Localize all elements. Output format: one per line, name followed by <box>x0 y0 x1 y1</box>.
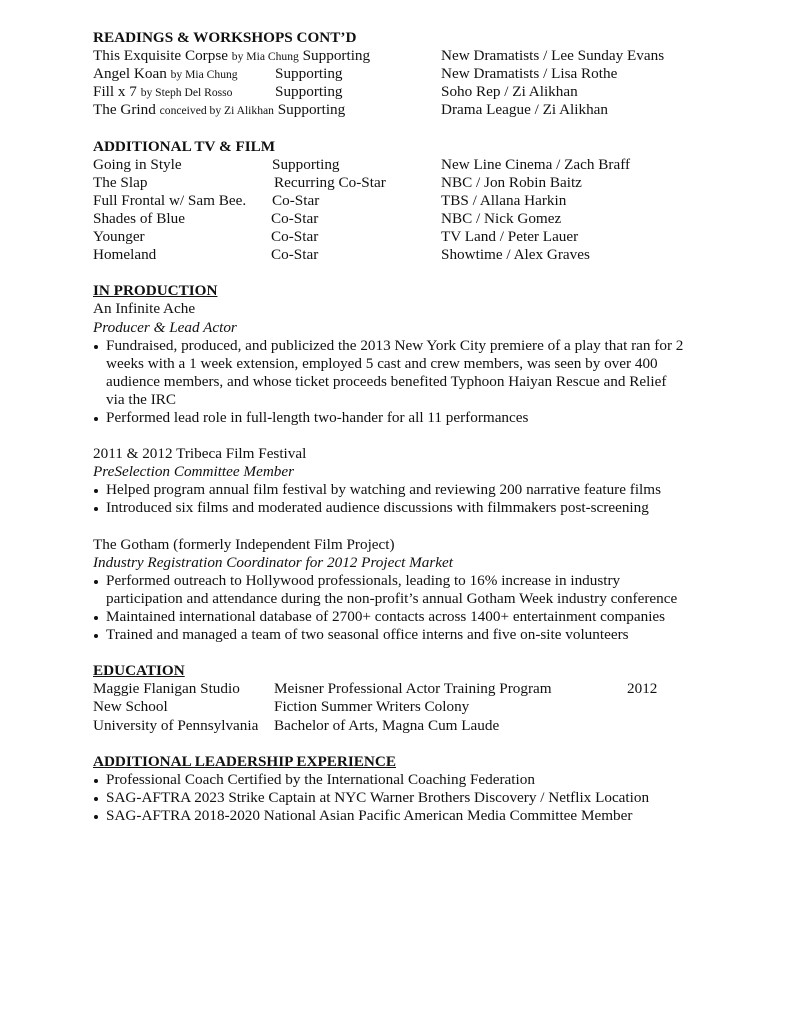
credit-title: Fill x 7 <box>93 83 137 101</box>
tv-film-row <box>93 192 733 210</box>
bullet-line: Helped program annual film festival by watching and reviewing 200 narrative feature films <box>106 481 661 499</box>
leadership-heading: ADDITIONAL LEADERSHIP EXPERIENCE <box>93 752 396 770</box>
bullet-line: Professional Coach Certified by the International Coaching Federation <box>106 770 535 788</box>
bullet-line: participation and attendance during the non-profit’s annual Gotham Week industry conference <box>106 589 678 607</box>
tv-film-heading: ADDITIONAL TV & FILM <box>93 137 276 155</box>
education-year: 2012 <box>627 680 658 698</box>
bullet-line: Maintained international database of 2700+ contacts across 1400+ entertainment companies <box>106 608 666 625</box>
education-school: University of Pennsylvania <box>93 716 259 734</box>
credit-venue: New Dramatists / Lisa Rothe <box>441 65 618 83</box>
credit-role: Co-Star <box>271 246 319 264</box>
credit-role: Co-Star <box>271 228 319 246</box>
credit-title: The Grind <box>93 101 156 119</box>
bullet-line: Performed outreach to Hollywood professionals, leading to 16% increase in industry <box>106 571 621 589</box>
education-school: New School <box>93 698 168 716</box>
bullet-item <box>93 481 733 499</box>
education-program: Fiction Summer Writers Colony <box>274 698 470 716</box>
bullet-item <box>93 771 733 789</box>
production-heading: IN PRODUCTION <box>93 282 218 300</box>
bullet-item <box>93 789 733 807</box>
credit-title: This Exquisite Corpse <box>93 47 228 65</box>
credit-role: Supporting <box>277 101 346 119</box>
production-role: Producer & Lead Actor <box>93 318 237 336</box>
bullet-item <box>93 409 733 427</box>
credit-title: Shades of Blue <box>93 209 185 227</box>
credit-role: Supporting <box>275 83 343 101</box>
readings-row <box>93 47 733 65</box>
tv-film-row <box>93 174 733 192</box>
education-program: Bachelor of Arts, Magna Cum Laude <box>274 716 500 734</box>
credit-title: Going in Style <box>93 155 182 173</box>
bullet-line: SAG-AFTRA 2018-2020 National Asian Pacific American Media Committee Member <box>106 807 633 825</box>
education-row <box>93 717 733 735</box>
education-row <box>93 680 733 698</box>
bullet-line: SAG-AFTRA 2023 Strike Captain at NYC Warner Brothers Discovery / Netflix Location <box>106 788 650 806</box>
tv-film-row <box>93 210 733 228</box>
education-heading: EDUCATION <box>93 662 185 680</box>
credit-role: Recurring Co-Star <box>274 173 386 191</box>
readings-row <box>93 101 733 119</box>
bullet-line: Trained and managed a team of two seasonal office interns and five on-site volunteers <box>106 626 629 644</box>
bullet-line: weeks with a 1 week extension, employed 5 cast and crew members, was seen by over 400 <box>106 354 658 372</box>
credit-title: Younger <box>93 228 145 246</box>
tv-film-row <box>93 156 733 174</box>
credit-author: by Steph Del Rosso <box>140 86 233 100</box>
credit-role: Supporting <box>272 155 340 173</box>
education-row <box>93 698 733 716</box>
bullet-item <box>93 608 733 626</box>
education-program: Meisner Professional Actor Training Program <box>274 680 552 698</box>
credit-venue: Soho Rep / Zi Alikhan <box>441 83 578 101</box>
bullet-item <box>93 337 733 409</box>
production-title: An Infinite Ache <box>93 300 196 318</box>
credit-role: Supporting <box>275 65 343 83</box>
credit-author: conceived by Zi Alikhan <box>159 104 274 118</box>
credit-author: by Mia Chung <box>231 50 299 64</box>
readings-heading: READINGS & WORKSHOPS CONT’D <box>93 29 357 46</box>
credit-author: by Mia Chung <box>170 68 238 82</box>
credit-venue: New Line Cinema / Zach Braff <box>441 155 631 173</box>
production-role: PreSelection Committee Member <box>93 463 295 481</box>
credit-venue: NBC / Nick Gomez <box>441 209 562 227</box>
bullet-item <box>93 499 733 517</box>
credit-role: Co-Star <box>271 209 319 227</box>
bullet-line: audience members, and whose ticket proceeds benefited Typhoon Haiyan Rescue and Relief <box>106 372 667 390</box>
tv-film-row <box>93 246 733 264</box>
bullet-item <box>93 807 733 825</box>
credit-title: Homeland <box>93 246 157 264</box>
credit-venue: Showtime / Alex Graves <box>441 246 590 264</box>
credit-title: The Slap <box>93 173 148 191</box>
credit-venue: Drama League / Zi Alikhan <box>441 101 609 119</box>
credit-venue: NBC / Jon Robin Baitz <box>441 173 582 191</box>
bullet-line: Introduced six films and moderated audience discussions with filmmakers post-screening <box>106 499 649 517</box>
readings-row <box>93 83 733 101</box>
production-title: The Gotham (formerly Independent Film Project) <box>93 535 395 553</box>
credit-role: Supporting <box>302 47 371 65</box>
credit-venue: TBS / Allana Harkin <box>441 191 567 209</box>
bullet-item <box>93 626 733 644</box>
credit-venue: New Dramatists / Lee Sunday Evans <box>441 47 665 65</box>
bullet-item <box>93 572 733 608</box>
tv-film-row <box>93 228 733 246</box>
production-role: Industry Registration Coordinator for 2012 Project Market <box>93 553 453 571</box>
production-title: 2011 & 2012 Tribeca Film Festival <box>93 445 307 463</box>
credit-title: Angel Koan <box>93 65 167 83</box>
bullet-line: via the IRC <box>106 390 177 408</box>
credit-venue: TV Land / Peter Lauer <box>441 228 579 246</box>
credit-title: Full Frontal w/ Sam Bee. <box>93 191 247 209</box>
bullet-line: Performed lead role in full-length two-hander for all 11 performances <box>106 408 529 426</box>
readings-row <box>93 65 733 83</box>
credit-role: Co-Star <box>272 191 320 209</box>
education-school: Maggie Flanigan Studio <box>93 680 240 698</box>
bullet-line: Fundraised, produced, and publicized the 2013 New York City premiere of a play that ran for 2 <box>106 336 684 354</box>
resume-page <box>93 29 733 825</box>
